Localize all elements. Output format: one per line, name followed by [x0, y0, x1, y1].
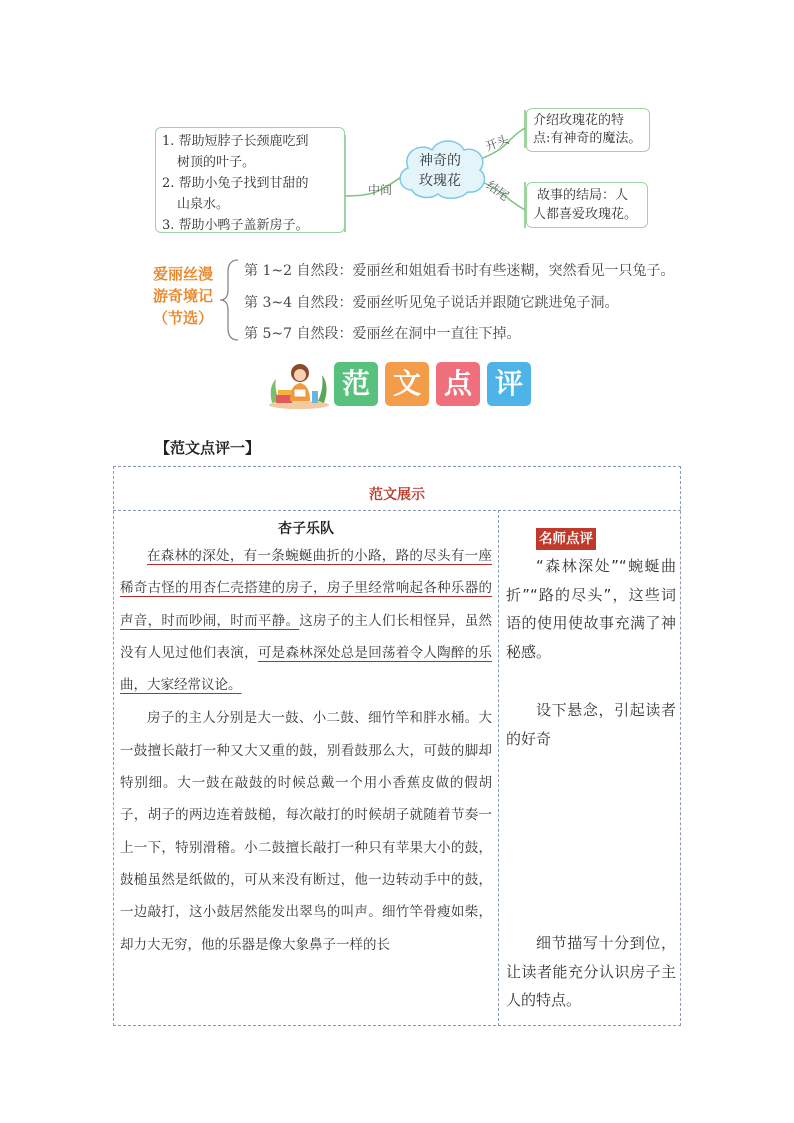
mindmap-connectors — [0, 0, 794, 260]
middle-item: 1. 帮助短脖子长颈鹿吃到 — [162, 134, 309, 149]
story-title: 杏子乐队 — [278, 521, 334, 537]
comment-1 — [506, 552, 676, 666]
middle-item: 3. 帮助小鸭子盖新房子。 — [162, 218, 309, 233]
banner-char-2: 文 — [385, 362, 429, 406]
middle-item: 2. 帮助小兔子找到甘甜的 — [162, 176, 309, 191]
center-line-2: 玫瑰花 — [419, 173, 461, 189]
comment-2-text: 设下悬念，引起读者的好奇 — [506, 701, 676, 748]
branch-middle-label: 中间 — [368, 183, 393, 197]
end-line: 人都喜爱玫瑰花。 — [533, 207, 638, 222]
middle-item: 山泉水。 — [177, 197, 230, 212]
banner-char-3: 点 — [436, 362, 480, 406]
underlined-text: 可是森林深处总是回荡着令人陶醉的乐曲，大家经常议论。 — [120, 644, 493, 694]
table-divider-horizontal — [113, 510, 681, 511]
alice-line-1: 第 1~2 自然段：爱丽丝和姐姐看书时有些迷糊，突然看见一只兔子。 — [244, 263, 675, 279]
mindmap-middle-box — [155, 127, 345, 233]
alice-line-3: 第 5~7 自然段：爱丽丝在洞中一直往下掉。 — [244, 326, 521, 342]
banner-char-4: 评 — [487, 362, 531, 406]
table-divider-vertical — [498, 510, 499, 1026]
branch-start-label: 开头 — [483, 132, 511, 154]
reading-girl-illustration — [266, 357, 332, 409]
underlined-text: 在森林的深处，有一条蜿蜒曲折的小路，路的尽头有一座稀奇古怪的用杏仁壳搭建的房子，房子里经常响起各种乐器的声音，时而吵闹，时而平静。 — [120, 548, 492, 629]
story-paragraph-1 — [120, 540, 492, 701]
start-line: 点:有神奇的魔法。 — [533, 131, 642, 146]
table-header: 范文展示 — [369, 487, 425, 503]
comment-2 — [506, 696, 676, 753]
mindmap-start-box — [526, 108, 650, 152]
mindmap-center — [408, 151, 472, 191]
alice-line-2: 第 3~4 自然段：爱丽丝听见兔子说话并跟随它跳进兔子洞。 — [244, 295, 619, 311]
comment-3-text: 细节描写十分到位，让读者能充分认识房子主人的特点。 — [506, 934, 676, 1009]
alice-title — [148, 263, 218, 329]
section-label: 【范文点评一】 — [155, 439, 261, 457]
alice-title-line: 游奇境记 — [152, 287, 213, 305]
alice-title-line: 爱丽丝漫 — [152, 265, 213, 283]
teacher-comment-badge: 名师点评 — [536, 528, 596, 550]
comment-1-text: “森林深处”“蜿蜒曲折”“路的尽头”，这些词语的使用使故事充满了神秘感。 — [506, 557, 676, 661]
mindmap-end-box — [526, 182, 648, 228]
alice-brace — [218, 258, 242, 342]
banner-char-1: 范 — [334, 362, 378, 406]
middle-item: 树顶的叶子。 — [177, 155, 256, 170]
end-line: 故事的结局：人 — [537, 188, 629, 203]
start-line: 介绍玫瑰花的特 — [533, 113, 625, 128]
story-paragraph-2: 房子的主人分别是大一鼓、小二鼓、细竹竿和胖水桶。大一鼓擅长敲打一种又大又重的鼓，别看鼓那么大，可鼓的脚却特别细。大一鼓在敲鼓的时候总戴一个用小香蕉皮做的假胡子，胡子的两边连着鼓槌，每次敲打的时候胡子就随着节奏一上一下，特别滑稽。小二鼓擅长敲打一种只有苹果大小的鼓，鼓槌虽然是纸做的，可从来没有断过，他一边转动手中的鼓，一边敲打，这小鼓居然能发出翠鸟的叫声。细竹竿骨瘦如柴，却力大无穷，他的乐器是像大象鼻子一样的长 — [120, 710, 492, 953]
branch-end-label: 结尾 — [483, 178, 512, 204]
comment-3 — [506, 929, 676, 1015]
alice-title-line: （节选） — [152, 309, 213, 327]
plain-text: 这房子的主人们长相怪异，虽然没有人见过他们表演， — [120, 612, 492, 661]
story-text — [120, 540, 492, 961]
center-line-1: 神奇的 — [419, 153, 461, 169]
